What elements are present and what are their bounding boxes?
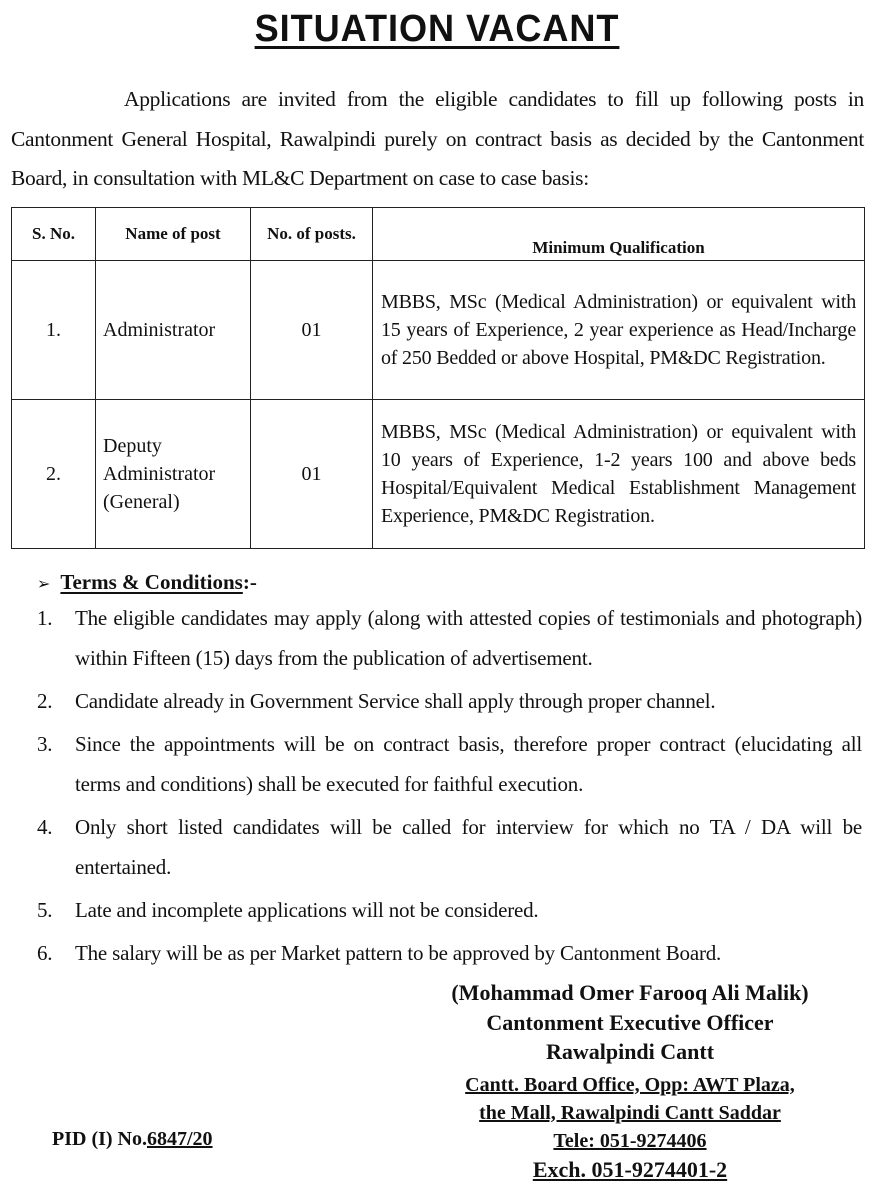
cell-qualification: MBBS, MSc (Medical Administration) or equivalent with 10 years of Experience, 1-2 years 100 and above beds Hospital/Equivalent Medical Establishment Management Experience, PM&DC Registration. (373, 400, 865, 549)
terms-heading-text: Terms & Conditions (60, 570, 243, 594)
item-text: The salary will be as per Market pattern to be approved by Cantonment Board. (75, 941, 722, 965)
terms-heading (37, 568, 862, 598)
item-number: 6. (37, 941, 53, 965)
exchange-number: Exch. 051-9274401-2 (532, 1156, 728, 1182)
list-item (37, 598, 862, 678)
terms-heading-suffix: :- (242, 570, 257, 594)
list-item (37, 681, 862, 721)
item-text: Only short listed candidates will be called for interview for which no TA / DA will be entertained. (75, 815, 862, 879)
title-text: SITUATION VACANT (254, 8, 620, 50)
item-number: 4. (37, 815, 53, 839)
pid-number (52, 1128, 213, 1151)
table-row (12, 400, 865, 549)
header-post: Name of post (96, 208, 251, 261)
telephone: Tele: 051-9274406 (553, 1129, 707, 1152)
list-item (37, 724, 862, 804)
cell-qualification: MBBS, MSc (Medical Administration) or equivalent with 15 years of Experience, 2 year experience as Head/Incharge of 250 Bedded or above Hospital, PM&DC Registration. (373, 261, 865, 400)
terms-section (37, 568, 862, 976)
list-item (37, 890, 862, 930)
header-qualification: Minimum Qualification (373, 208, 865, 261)
signatory-location: Rawalpindi Cantt (545, 1039, 715, 1064)
cell-post: Administrator (96, 261, 251, 400)
item-text: Candidate already in Government Service shall apply through proper channel. (75, 689, 716, 713)
pid-prefix: PID (I) No. (52, 1128, 147, 1150)
item-number: 1. (37, 606, 53, 630)
list-item (37, 807, 862, 887)
address-line-2: the Mall, Rawalpindi Cantt Saddar (479, 1101, 781, 1124)
item-number: 2. (37, 689, 53, 713)
signatory-designation: Cantonment Executive Officer (486, 1009, 774, 1035)
address-line-1: Cantt. Board Office, Opp: AWT Plaza, (465, 1073, 795, 1096)
item-number: 5. (37, 898, 53, 922)
item-text: Late and incomplete applications will not be considered. (75, 898, 539, 922)
arrow-bullet-icon: ➢ (37, 574, 51, 593)
page-title (0, 8, 874, 51)
cell-post: Deputy Administrator (General) (96, 400, 251, 549)
posts-table (11, 207, 865, 549)
header-sno: S. No. (12, 208, 96, 261)
cell-sno: 1. (12, 261, 96, 400)
cell-count: 01 (251, 261, 373, 400)
signature-block (400, 978, 860, 1184)
table-header-row (12, 208, 865, 261)
intro-paragraph: Applications are invited from the eligible candidates to fill up following posts in Cantonment General Hospital, Rawalpindi purely on contract basis as decided by the Cantonment Board, in consultation with ML&C Department on case to case basis: (11, 87, 864, 190)
item-text: Since the appointments will be on contract basis, therefore proper contract (elucidating all terms and conditions) shall be executed for faithful execution. (75, 732, 862, 796)
list-item (37, 933, 862, 973)
pid-value: 6847/20 (147, 1128, 213, 1150)
item-number: 3. (37, 732, 53, 756)
terms-list (37, 598, 862, 973)
table-row (12, 261, 865, 400)
item-text: The eligible candidates may apply (along with attested copies of testimonials and photograph) within Fifteen (15) days from the publication of advertisement. (75, 606, 862, 670)
cell-count: 01 (251, 400, 373, 549)
signatory-name: (Mohammad Omer Farooq Ali Malik) (451, 980, 809, 1005)
cell-sno: 2. (12, 400, 96, 549)
header-count: No. of posts. (251, 208, 373, 261)
